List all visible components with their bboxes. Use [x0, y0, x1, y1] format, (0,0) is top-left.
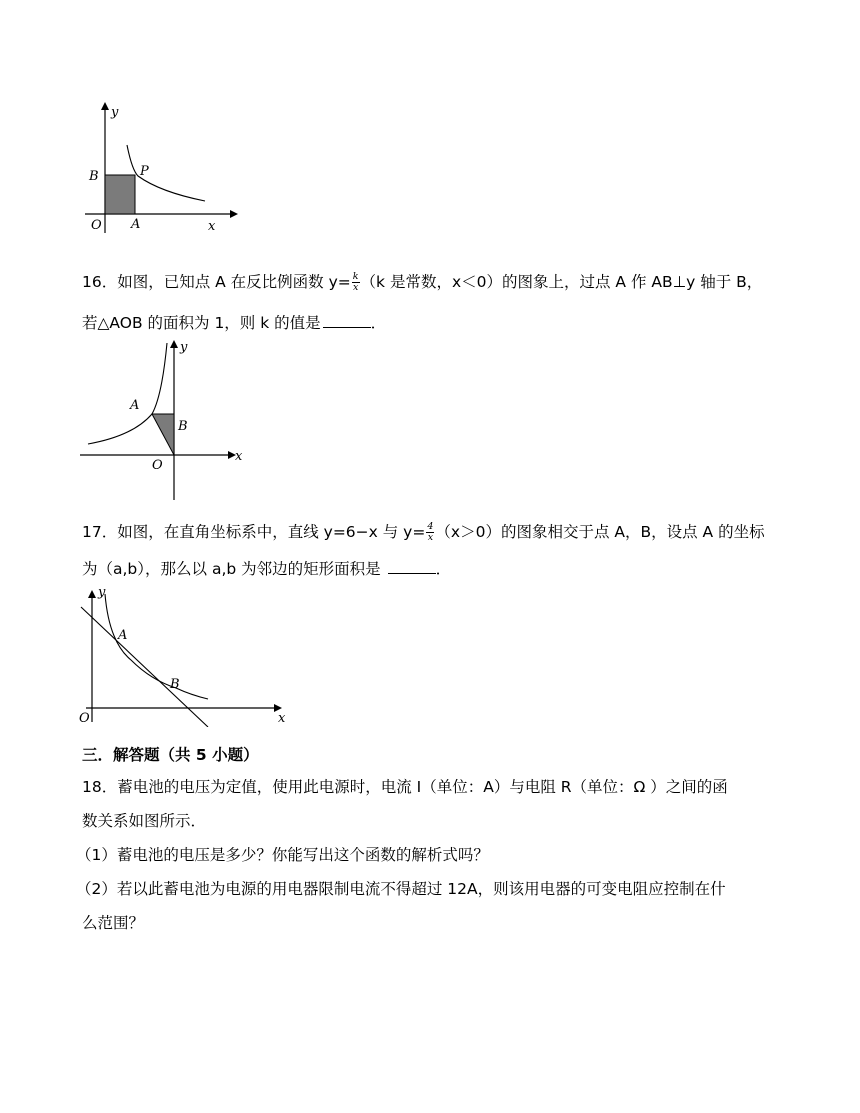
line-y-6-minus-x — [81, 607, 208, 727]
hyperbola-curve — [105, 594, 208, 699]
q16-line2-end: ． — [370, 314, 387, 332]
q18-part2-line1: （2）若以此蓄电池为电源的用电器限制电流不得超过 12A，则该用电器的可变电阻应控制在什 — [76, 880, 726, 898]
label-b: B — [178, 419, 188, 434]
label-x: x — [278, 711, 286, 726]
label-a: A — [130, 398, 140, 413]
q17-frac-num: 4 — [427, 521, 434, 532]
hyperbola-curve — [127, 145, 205, 201]
q17-line2 — [82, 557, 451, 579]
label-x: x — [235, 449, 243, 464]
q16-line2 — [82, 311, 386, 333]
q17-frac-den: x — [427, 532, 434, 543]
label-p: P — [140, 164, 149, 179]
shaded-triangle — [152, 414, 174, 455]
q18-part2-line2: 么范围？ — [82, 914, 145, 932]
label-b: B — [170, 677, 180, 692]
q16-line2-text: 若△AOB 的面积为 1，则 k 的值是 — [82, 314, 321, 332]
label-b: B — [89, 169, 99, 184]
q16-frac-den: x — [352, 282, 359, 293]
q17-line1-post: （x＞0）的图象相交于点 A，B，设点 A 的坐标 — [435, 523, 765, 541]
answer-blank — [388, 572, 436, 574]
answer-blank — [323, 326, 371, 328]
q17-figure — [76, 582, 296, 727]
y-axis-arrow — [88, 590, 96, 598]
q15-figure — [80, 98, 250, 238]
q18-line1: 18．蓄电池的电压为定值，使用此电源时，电流 I（单位：A）与电阻 R（单位：Ω ）之间的函 — [82, 778, 728, 796]
q17-line1-pre: 17．如图，在直角坐标系中，直线 y=6−x 与 y= — [82, 523, 426, 541]
section-heading: 三．解答题（共 5 小题） — [82, 746, 259, 764]
label-o: O — [91, 218, 102, 233]
q17-line2-end: ． — [435, 560, 452, 578]
q16-line1-post: （k 是常数，x＜0）的图象上，过点 A 作 AB⊥y 轴于 B， — [360, 273, 763, 291]
label-o: O — [79, 711, 90, 726]
label-y: y — [111, 105, 119, 120]
label-o: O — [152, 458, 163, 473]
label-a: A — [131, 217, 141, 232]
y-axis-arrow — [101, 102, 109, 110]
label-y: y — [98, 585, 106, 600]
q16-figure — [78, 338, 253, 503]
x-axis-arrow — [230, 210, 238, 218]
label-x: x — [208, 219, 216, 234]
q16-frac-num: k — [352, 271, 359, 282]
q17-fraction — [426, 522, 434, 543]
hyperbola-curve — [88, 343, 167, 444]
q17-line2-text: 为（a,b），那么以 a,b 为邻边的矩形面积是 — [82, 560, 381, 578]
label-a: A — [118, 628, 128, 643]
y-axis-arrow — [170, 340, 178, 348]
q16-line1 — [82, 270, 762, 293]
q16-line1-pre: 16．如图，已知点 A 在反比例函数 y= — [82, 273, 351, 291]
label-y: y — [180, 340, 188, 355]
q18-line2: 数关系如图所示． — [82, 812, 207, 830]
q17-line1 — [82, 520, 765, 543]
q16-fraction — [352, 272, 360, 293]
q18-part1: （1）蓄电池的电压是多少？你能写出这个函数的解析式吗？ — [76, 846, 489, 864]
shaded-rectangle — [105, 175, 135, 214]
